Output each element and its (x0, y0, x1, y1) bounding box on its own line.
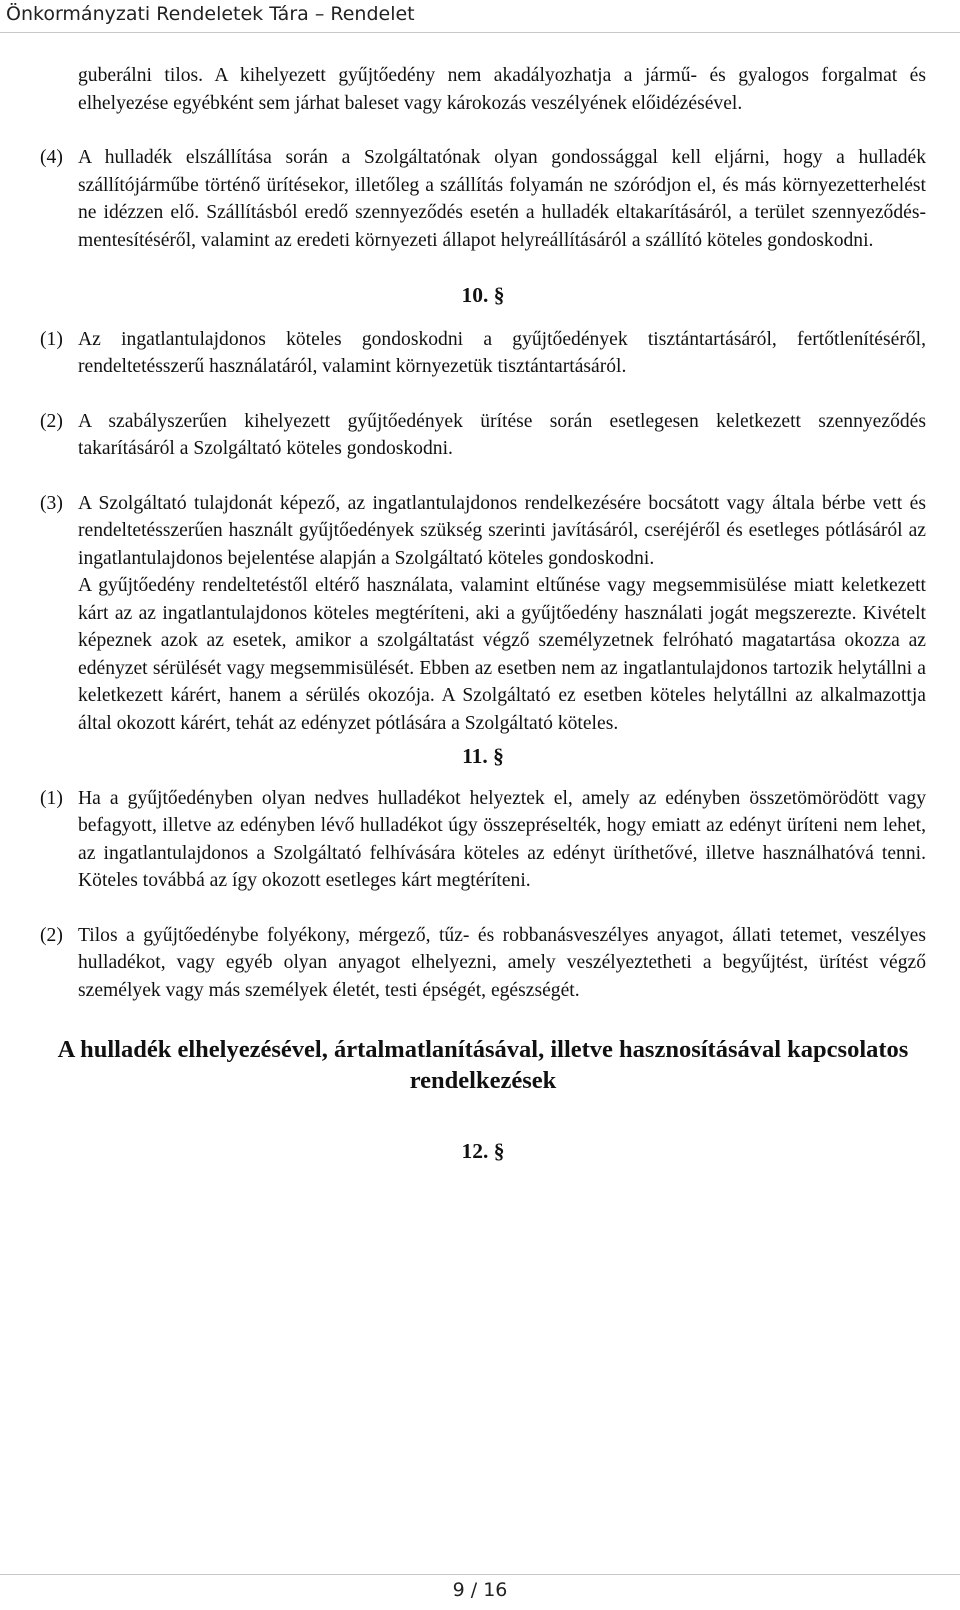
document-body (40, 62, 926, 1166)
section-9-paragraph-4 (40, 144, 926, 254)
page-number: 9 / 16 (452, 1579, 508, 1601)
header-title: Önkormányzati Rendeletek Tára – Rendelet (6, 3, 415, 25)
paragraph-number: (1) (40, 787, 63, 809)
paragraph-text: A hulladék elszállítása során a Szolgáltatónak olyan gondossággal kell eljárni, hogy a hulladék szállítójárműbe történő ürítésekor, illetőleg a szállítás folyamán ne szóródjon el, és más környezetterhelést ne idézzen elő. Szállításból eredő szennyeződés esetén a hulladék eltakarításáról, a terület szennyeződés-mentesítéséről, valamint az eredeti környezeti állapot helyreállításáról a szállító köteles gondoskodni. (78, 147, 926, 251)
section-11-paragraph-1 (40, 785, 926, 895)
section-symbol: § (493, 1139, 505, 1163)
section-10-title (40, 282, 926, 310)
section-10-paragraph-3 (40, 490, 926, 573)
section-number: 12. (461, 1139, 489, 1163)
paragraph-text: A szabályszerűen kihelyezett gyűjtőedények ürítése során esetlegesen keletkezett szennyeződés takarításáról a Szolgáltató köteles gondoskodni. (78, 410, 926, 459)
paragraph-number: (2) (40, 410, 63, 432)
paragraph-number: (1) (40, 328, 63, 350)
paragraph-text: Ha a gyűjtőedényben olyan nedves hulladékot helyeztek el, amely az edényben összetömörödött vagy befagyott, illetve az edényben lévő hulladékot úgy összepréselték, hogy emiatt az edényt üríteni nem lehet, az ingatlantulajdonos a Szolgáltató felhívására köteles az edényt üríthetővé, illetve használhatóvá tenni. Köteles továbbá az így okozott esetleges kárt megtéríteni. (78, 787, 926, 891)
intro-paragraph: guberálni tilos. A kihelyezett gyűjtőedény nem akadályozhatja a jármű- és gyalogos forgalmat és elhelyezése egyébként sem járhat baleset vagy károkozás veszélyének előidézésével. (78, 65, 926, 114)
section-10-paragraph-3-continuation: A gyűjtőedény rendeltetéstől eltérő használata, valamint eltűnése vagy megsemmisülése miatt keletkezett kárt az az ingatlantulajdonos köteles megtéríteni, aki a gyűjtőedény használati jogát megszerezte. Kivételt képeznek azok az esetek, amikor a szolgáltatást végző személyzetnek felróható magatartása okozza az edényzet sérülését vagy megsemmisülését. Ebben az esetben nem az ingatlantulajdonos tartozik helytállni a keletkezett kárért, hanem a sérülés okozója. A Szolgáltató ez esetben köteles helytállni az alkalmazottja által okozott kárért, tehát az edényzet pótlására a Szolgáltató köteles. (78, 575, 926, 734)
section-symbol: § (493, 283, 505, 307)
section-10-paragraph-1 (40, 326, 926, 381)
paragraph-number: (2) (40, 924, 63, 946)
section-10-paragraph-2 (40, 408, 926, 463)
section-11-paragraph-2 (40, 922, 926, 1005)
section-symbol: § (493, 744, 504, 768)
paragraph-number: (4) (40, 147, 63, 168)
paragraph-text: Az ingatlantulajdonos köteles gondoskodni a gyűjtőedények tisztántartásáról, fertőtlenítéséről, rendeltetésszerű használatáról, valamint környezetük tisztántartásáról. (78, 328, 926, 377)
section-number: 10. (461, 283, 489, 307)
page-header (0, 0, 960, 33)
paragraph-number: (3) (40, 492, 63, 514)
section-number: 11. (462, 744, 488, 768)
section-12-title (40, 1138, 926, 1166)
section-11-title (40, 743, 926, 771)
paragraph-text: Tilos a gyűjtőedénybe folyékony, mérgező, tűz- és robbanásveszélyes anyagot, állati tetemet, veszélyes hulladékot, vagy egyéb olyan anyagot elhelyezni, amely veszélyeztetheti a begyűjtést, ürítést végző személyek vagy más személyek életét, testi épségét, egészségét. (78, 924, 926, 1001)
paragraph-text: A Szolgáltató tulajdonát képező, az ingatlantulajdonos rendelkezésére bocsátott vagy általa bérbe vett és rendeltetésszerűen használt gyűjtőedények szükség szerinti javításáról, cseréjéről és esetleges pótlásáról az ingatlantulajdonos bejelentése alapján a Szolgáltató köteles gondoskodni. (78, 492, 926, 569)
chapter-heading: A hulladék elhelyezésével, ártalmatlanításával, illetve hasznosításával kapcsolatos rendelkezések (57, 1036, 909, 1094)
page-footer (0, 1574, 960, 1610)
